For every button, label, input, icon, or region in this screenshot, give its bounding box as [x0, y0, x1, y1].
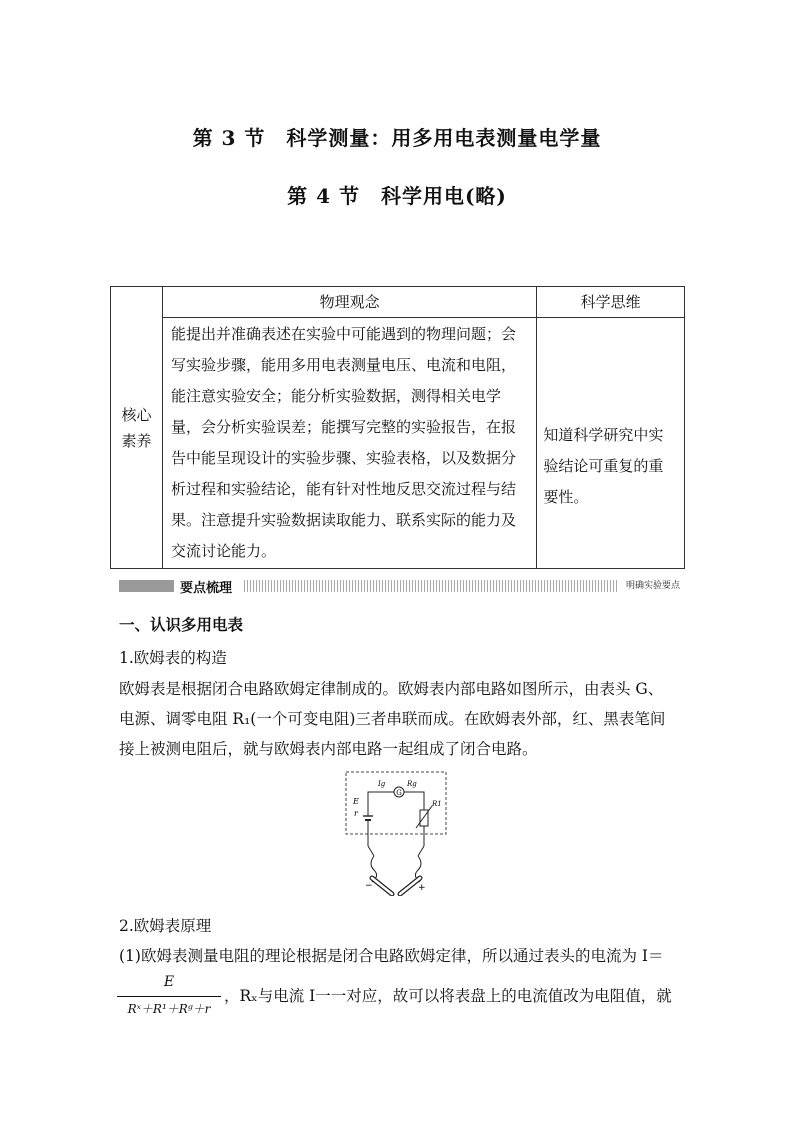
subheading-ohmmeter-principle: 2.欧姆表原理: [119, 917, 212, 935]
label-plus: +: [418, 883, 426, 893]
heading-recognize-multimeter: 一、认识多用电表: [119, 615, 244, 634]
fraction-bar: [117, 996, 221, 997]
paragraph-line: 接上被测电阻后，就与欧姆表内部电路一起组成了闭合电路。: [119, 740, 538, 758]
subheading-ohmmeter-structure: 1.欧姆表的构造: [119, 649, 227, 667]
fraction-denominator: Rˣ＋R¹＋Rᵍ＋r: [127, 1002, 211, 1016]
section-bar-label: 要点梳理: [180, 581, 233, 596]
physics-concept-text: 能提出并准确表述在实验中可能遇到的物理问题；会写实验步骤，能用多用电表测量电压、电流和电阻，能注意实验安全；能分析实验数据，测得相关电学量，会分析实验误差；能撰写完整的实验报告，在报告中能呈现设计的实验步骤、实验表格，以及数据分析过程和实验结论，能有针对性地反思交流过程与结果。注意提升实验数据读取能力、联系实际的能力及交流讨论能力。: [163, 318, 537, 569]
label-Ig: Ig: [378, 780, 386, 788]
label-r: r: [354, 809, 358, 818]
header-scientific-thinking: 科学思维: [537, 287, 685, 318]
section-bar: [119, 578, 679, 594]
paragraph-line: ，Rₓ与电流 I一一对应，故可以将表盘上的电流值改为电阻值，就: [224, 987, 672, 1005]
paragraph-line: (1)欧姆表测量电阻的理论根据是闭合电路欧姆定律，所以通过表头的电流为 I＝: [119, 947, 664, 965]
scientific-thinking-text: 知道科学研究中实验结论可重复的重要性。: [537, 318, 685, 569]
fraction-numerator: E: [163, 974, 175, 990]
bar-block: [119, 580, 174, 592]
section-title: 第 3 节 科学测量：用多用电表测量电学量: [192, 126, 602, 150]
row-label-text: 核心素养: [121, 405, 152, 450]
section-bar-right-label: 明确实验要点: [626, 581, 681, 591]
label-E: E: [353, 797, 359, 806]
label-minus: −: [365, 881, 373, 891]
row-label: [111, 287, 163, 569]
header-physics-concept: 物理观念: [163, 287, 537, 318]
ohmmeter-circuit-diagram: [320, 766, 450, 896]
current-formula-fraction: [117, 974, 221, 1017]
paragraph-line: 欧姆表是根据闭合电路欧姆定律制成的。欧姆表内部电路如图所示，由表头 G、: [119, 680, 664, 698]
label-G: G: [396, 789, 402, 797]
bar-stripes: [244, 580, 619, 592]
paragraph-line: 电源、调零电阻 R₁(一个可变电阻)三者串联而成。在欧姆表外部，红、黑表笔间: [119, 710, 666, 728]
label-R1: R1: [432, 800, 442, 808]
core-literacy-table: [110, 286, 685, 569]
section-subtitle: 第 4 节 科学用电(略): [287, 184, 507, 208]
label-Rg: Rg: [407, 780, 417, 788]
